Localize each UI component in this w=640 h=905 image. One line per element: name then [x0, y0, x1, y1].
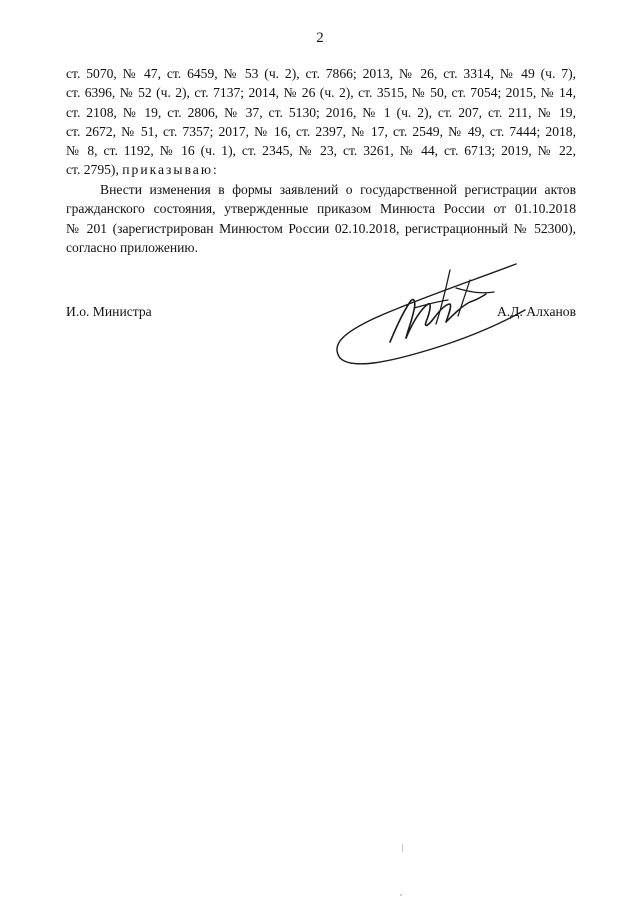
- text-line: ст. 6396, № 52 (ч. 2), ст. 7137; 2014, № 26 (ч. 2), ст. 3515, № 50, ст. 7054; 2015, № 14,: [66, 85, 576, 101]
- signer-name: А.Д. Алханов: [496, 304, 576, 319]
- order-paragraph: [66, 180, 576, 257]
- text-line: гражданского состояния, утвержденные приказом Минюста России от 01.10.2018: [66, 201, 576, 217]
- page-number: 2: [316, 30, 324, 46]
- text-line: согласно приложению.: [66, 239, 198, 255]
- legal-references-paragraph: [66, 64, 576, 180]
- order-keyword: приказываю:: [122, 162, 219, 178]
- text-line: Внести изменения в формы заявлений о государственной регистрации актов: [100, 182, 576, 197]
- signer-title: И.о. Министра: [66, 304, 152, 319]
- text-line: ст. 2108, № 19, ст. 2806, № 37, ст. 5130; 2016, № 1 (ч. 2), ст. 207, ст. 211, № 19,: [66, 104, 576, 120]
- references-end: ст. 2795),: [66, 162, 119, 178]
- text-line: № 201 (зарегистрирован Минюстом России 02.10.2018, регистрационный № 52300),: [66, 220, 576, 236]
- text-line-last: [66, 160, 576, 179]
- scan-artifact: [402, 844, 403, 852]
- handwritten-signature: [330, 258, 530, 373]
- text-line: ст. 5070, № 47, ст. 6459, № 53 (ч. 2), ст. 7866; 2013, № 26, ст. 3314, № 49 (ч. 7),: [66, 66, 576, 81]
- text-line: ст. 2672, № 51, ст. 7357; 2017, № 16, ст. 2397, № 17, ст. 2549, № 49, ст. 7444; 2018,: [66, 123, 576, 139]
- scan-artifact: [400, 894, 402, 896]
- text-line: № 8, ст. 1192, № 16 (ч. 1), ст. 2345, № 23, ст. 3261, № 44, ст. 6713; 2019, № 22,: [66, 143, 576, 159]
